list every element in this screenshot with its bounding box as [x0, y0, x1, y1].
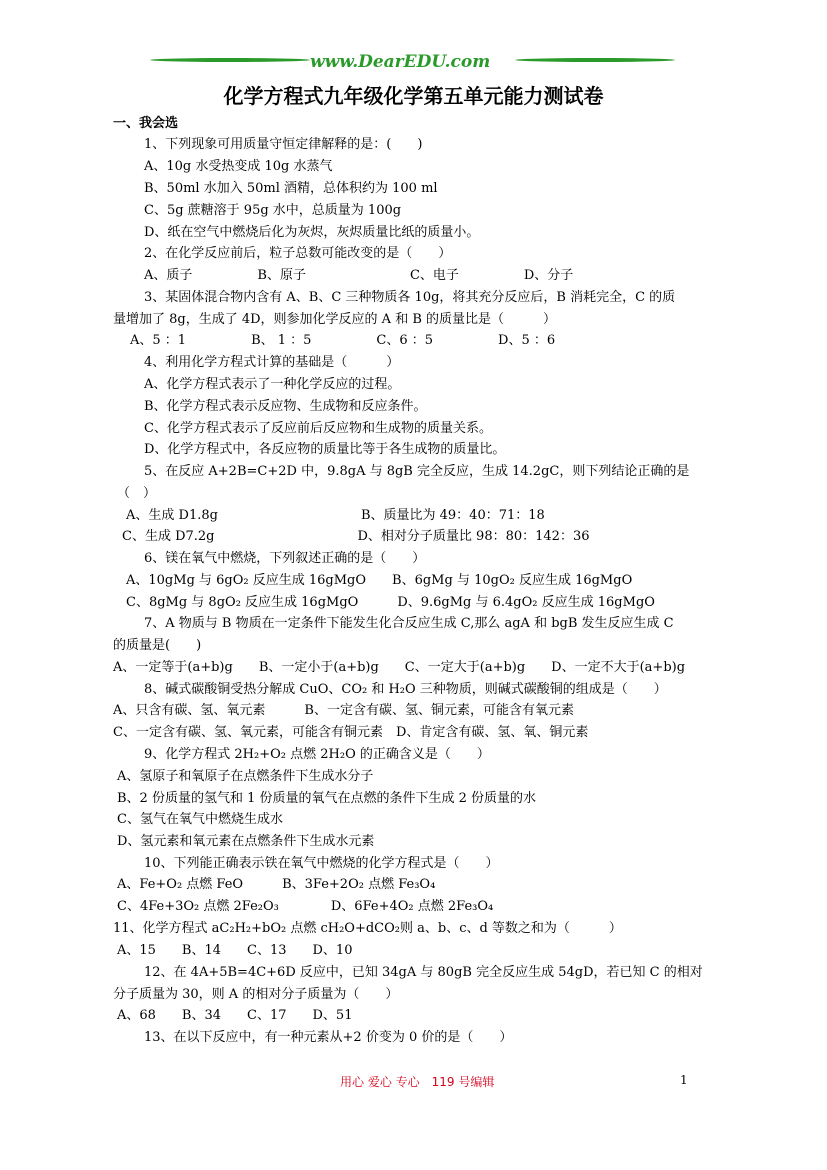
question-line: 2、在化学反应前后，粒子总数可能改变的是（ ） [144, 246, 452, 261]
question-line: D、化学方程式中，各反应物的质量比等于各生成物的质量比。 [144, 442, 506, 457]
question-line: A、生成 D1.8g B、质量比为 49：40：71：18 [126, 508, 545, 523]
question-line: D、氢元素和氧元素在点燃条件下生成水元素 [117, 834, 375, 849]
question-line: 1、下列现象可用质量守恒定律解释的是：( ) [144, 137, 423, 152]
question-line: 的质量是( ) [113, 638, 202, 653]
question-line: A、氢原子和氧原子在点燃条件下生成水分子 [117, 769, 374, 784]
question-line: 3、某固体混合物内含有 A、B、C 三种物质各 10g，将其充分反应后，B 消耗完全，C 的质 [144, 290, 676, 305]
question-line: C、氢气在氧气中燃烧生成水 [117, 812, 283, 827]
question-line: 8、碱式碳酸铜受热分解成 CuO、CO₂ 和 H₂O 三种物质，则碱式碳酸铜的组成是（ ） [144, 682, 667, 697]
question-line: 10、下列能正确表示铁在氧气中燃烧的化学方程式是（ ） [144, 856, 499, 871]
question-line: A、10gMg 与 6gO₂ 反应生成 16gMgO B、6gMg 与 10gO₂ 反应生成 16gMgO [126, 573, 633, 588]
question-line: B、50ml 水加入 50ml 酒精，总体积约为 100 ml [144, 181, 438, 196]
question-line: 13、在以下反应中，有一种元素从+2 价变为 0 价的是（ ） [144, 1030, 513, 1045]
question-line: 9、化学方程式 2H₂+O₂ 点燃 2H₂O 的正确含义是（ ） [144, 747, 490, 762]
question-line: 12、在 4A+5B=4C+6D 反应中，已知 34gA 与 80gB 完全反应生成 54gD，若已知 C 的相对 [144, 965, 703, 980]
question-line: A、68 B、34 C、17 D、51 [117, 1008, 353, 1023]
footer-note: 用心 爱心 专心 119 号编辑 [340, 1075, 495, 1089]
question-line: 7、A 物质与 B 物质在一定条件下能发生化合反应生成 C,那么 agA 和 bgB 发生反应生成 C [144, 616, 674, 631]
question-line: C、化学方程式表示了反应前后反应物和生成物的质量关系。 [144, 421, 492, 436]
question-line: 6、镁在氧气中燃烧，下列叙述正确的是（ ） [144, 551, 426, 566]
question-line: A、化学方程式表示了一种化学反应的过程。 [144, 377, 401, 392]
question-line: 量增加了 8g，生成了 4D，则参加化学反应的 A 和 B 的质量比是（ ） [113, 312, 557, 327]
question-line: 4、利用化学方程式计算的基础是（ ） [144, 355, 400, 370]
question-line: C、一定含有碳、氢、氧元素，可能含有铜元素 D、肯定含有碳、氢、氧、铜元素 [113, 725, 589, 740]
question-line: A、5 ：1 B、 1 ：5 C、6 ：5 D、5 ：6 [130, 333, 556, 348]
question-line: C、8gMg 与 8gO₂ 反应生成 16gMgO D、9.6gMg 与 6.4gO₂ 反应生成 16gMgO [126, 595, 655, 610]
section-heading: 一、我会选 [113, 116, 179, 131]
question-line: 5、在反应 A+2B=C+2D 中，9.8gA 与 8gB 完全反应，生成 14.2gC，则下列结论正确的是 [144, 464, 690, 479]
site-header-logo: www.DearEDU.com [310, 52, 491, 72]
question-line: A、15 B、14 C、13 D、10 [117, 943, 353, 958]
page-title: 化学方程式九年级化学第五单元能力测试卷 [223, 84, 604, 108]
question-line: A、只含有碳、氢、氧元素 B、一定含有碳、氢、铜元素，可能含有氧元素 [113, 703, 574, 718]
header-leaf-right-decoration [515, 58, 675, 62]
question-line: C、生成 D7.2g D、相对分子质量比 98：80：142：36 [122, 529, 590, 544]
question-line: 11、化学方程式 aC₂H₂+bO₂ 点燃 cH₂O+dCO₂则 a、b、c、d 等数之和为（ ） [113, 921, 622, 936]
question-line: B、化学方程式表示反应物、生成物和反应条件。 [144, 399, 427, 414]
question-line: C、5g 蔗糖溶于 95g 水中，总质量为 100g [144, 203, 402, 218]
question-line: D、纸在空气中燃烧后化为灰烬，灰烬质量比纸的质量小。 [144, 225, 480, 240]
question-line: 分子质量为 30，则 A 的相对分子质量为（ ） [113, 987, 399, 1002]
question-line: （ ） [117, 486, 157, 501]
question-line: A、Fe+O₂ 点燃 FeO B、3Fe+2O₂ 点燃 Fe₃O₄ [117, 877, 436, 892]
question-line: C、4Fe+3O₂ 点燃 2Fe₂O₃ D、6Fe+4O₂ 点燃 2Fe₃O₄ [117, 899, 494, 914]
question-line: A、10g 水受热变成 10g 水蒸气 [144, 159, 333, 174]
question-line: A、一定等于(a+b)g B、一定小于(a+b)g C、一定大于(a+b)g D、一定不大于(a+b)g [113, 660, 686, 675]
question-line: A、质子 B、原子 C、电子 D、分子 [144, 268, 574, 283]
header-leaf-left-decoration [150, 58, 310, 62]
page-number: 1 [680, 1073, 688, 1087]
question-line: B、2 份质量的氢气和 1 份质量的氧气在点燃的条件下生成 2 份质量的水 [117, 791, 537, 806]
